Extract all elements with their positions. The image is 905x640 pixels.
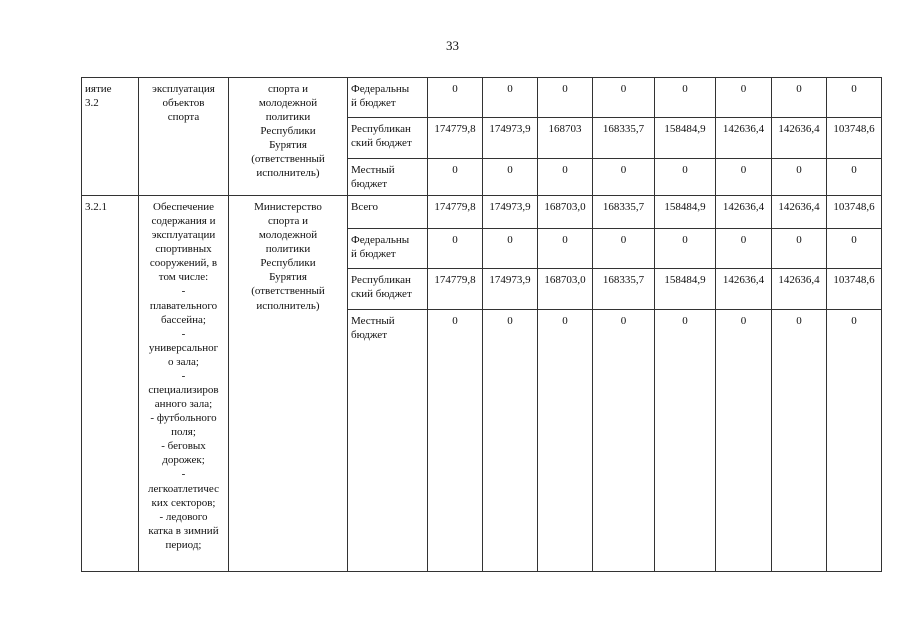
value-cell: 0: [655, 78, 716, 118]
budget-table: [81, 77, 882, 572]
value-cell: 0: [716, 310, 772, 572]
value-cell: 168703,0: [538, 269, 593, 310]
value-cell: 0: [483, 159, 538, 196]
value-cell: 174779,8: [428, 269, 483, 310]
value-cell: 0: [593, 310, 655, 572]
value-cell: 0: [593, 159, 655, 196]
item-executor: Министерство спорта и молодежной политики Республики Бурятия (ответственный исполнитель): [229, 196, 348, 572]
value-cell: 0: [827, 159, 882, 196]
value-cell: 142636,4: [716, 118, 772, 159]
item-name: эксплуатация объектов спорта: [139, 78, 229, 196]
value-cell: 0: [483, 229, 538, 269]
table-row: [82, 78, 882, 118]
value-cell: 0: [538, 159, 593, 196]
funding-source: Республикан ский бюджет: [348, 269, 428, 310]
value-cell: 168335,7: [593, 196, 655, 229]
value-cell: 168335,7: [593, 269, 655, 310]
value-cell: 0: [483, 310, 538, 572]
value-cell: 174973,9: [483, 118, 538, 159]
value-cell: 158484,9: [655, 118, 716, 159]
value-cell: 168703: [538, 118, 593, 159]
funding-source: Республикан ский бюджет: [348, 118, 428, 159]
funding-source: Местный бюджет: [348, 159, 428, 196]
value-cell: 0: [655, 310, 716, 572]
value-cell: 0: [593, 229, 655, 269]
value-cell: 103748,6: [827, 269, 882, 310]
value-cell: 0: [716, 229, 772, 269]
funding-source: Федеральны й бюджет: [348, 78, 428, 118]
value-cell: 142636,4: [772, 196, 827, 229]
value-cell: 0: [716, 159, 772, 196]
value-cell: 0: [655, 229, 716, 269]
funding-source: Федеральны й бюджет: [348, 229, 428, 269]
value-cell: 0: [428, 310, 483, 572]
value-cell: 174779,8: [428, 196, 483, 229]
value-cell: 0: [593, 78, 655, 118]
value-cell: 168703,0: [538, 196, 593, 229]
value-cell: 174779,8: [428, 118, 483, 159]
value-cell: 174973,9: [483, 269, 538, 310]
value-cell: 174973,9: [483, 196, 538, 229]
value-cell: 0: [716, 78, 772, 118]
value-cell: 0: [483, 78, 538, 118]
page-number: 33: [446, 38, 459, 53]
item-number: иятие 3.2: [82, 78, 139, 196]
value-cell: 168335,7: [593, 118, 655, 159]
value-cell: 0: [428, 78, 483, 118]
value-cell: 142636,4: [772, 118, 827, 159]
value-cell: 0: [772, 310, 827, 572]
value-cell: 0: [827, 78, 882, 118]
value-cell: 142636,4: [716, 196, 772, 229]
value-cell: 158484,9: [655, 196, 716, 229]
value-cell: 0: [772, 229, 827, 269]
value-cell: 0: [538, 229, 593, 269]
value-cell: 0: [428, 229, 483, 269]
value-cell: 0: [827, 310, 882, 572]
value-cell: 142636,4: [772, 269, 827, 310]
value-cell: 142636,4: [716, 269, 772, 310]
value-cell: 158484,9: [655, 269, 716, 310]
value-cell: 0: [827, 229, 882, 269]
value-cell: 103748,6: [827, 196, 882, 229]
value-cell: 0: [428, 159, 483, 196]
value-cell: 0: [772, 159, 827, 196]
funding-source: Местный бюджет: [348, 310, 428, 572]
value-cell: 0: [538, 78, 593, 118]
value-cell: 103748,6: [827, 118, 882, 159]
value-cell: 0: [772, 78, 827, 118]
table-body: [82, 78, 882, 572]
funding-source: Всего: [348, 196, 428, 229]
item-number: 3.2.1: [82, 196, 139, 572]
item-executor: спорта и молодежной политики Республики Бурятия (ответственный исполнитель): [229, 78, 348, 196]
value-cell: 0: [538, 310, 593, 572]
item-name: Обеспечение содержания и эксплуатации спортивных сооружений, в том числе: - плавательного бассейна; - универсальног о зала; - специализиров анного зала; - футбольного поля; - беговых дорожек; - легкоатлетичес ких секторов; - ледового катка в зимний период;: [139, 196, 229, 572]
table-row: [82, 196, 882, 229]
value-cell: 0: [655, 159, 716, 196]
